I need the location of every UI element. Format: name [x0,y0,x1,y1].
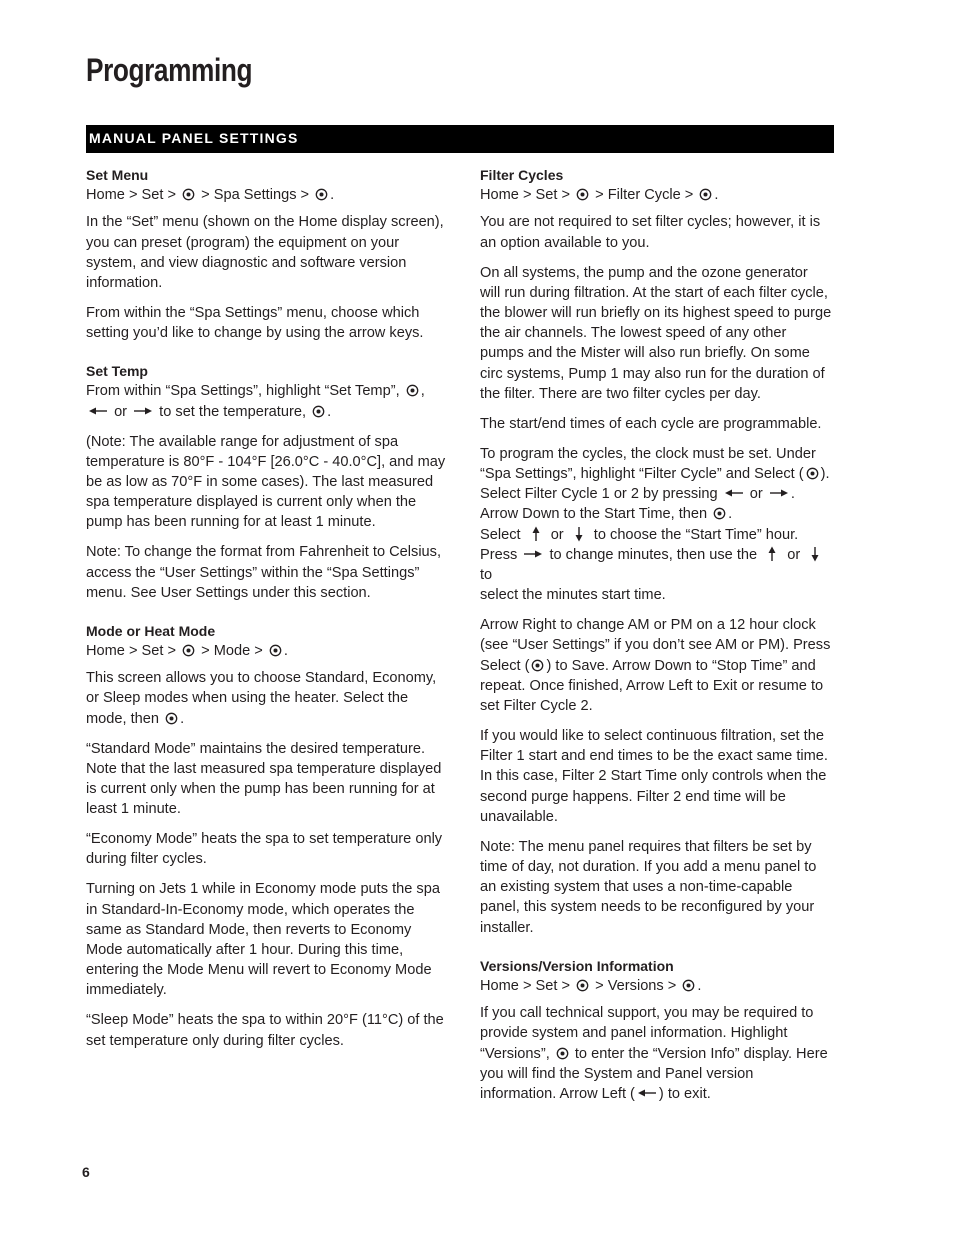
set-menu-paragraph: From within the “Spa Settings” menu, choose which setting you’d like to change by using the arrow keys. [86,305,424,342]
select-button-icon [806,467,819,480]
arrow-down-icon [810,546,820,562]
mode-paragraph: “Economy Mode” heats the spa to set temperature only during filter cycles. [86,831,443,868]
arrow-up-icon [531,526,541,542]
path-text: . [330,187,335,204]
set-temp-instructions [86,381,448,421]
set-temp-heading: Set Temp [86,363,148,380]
instruction-text: From within “Spa Settings”, highlight “Set Temp”, [86,383,400,400]
arrow-down-icon [574,526,584,542]
versions-text: If you call technical support, you may be required to provide system and panel information. Highlight “Versions”, [480,1005,814,1062]
filter-text: select the minutes start time. [480,587,666,604]
filter-text: Select [480,526,521,543]
set-menu-paragraph: In the “Set” menu (shown on the Home display screen), you can preset (program) the equipment on your system, and view diagnostic and software version information. [86,214,444,292]
select-button-icon [165,712,178,725]
mode-text: . [180,710,185,727]
filter-paragraph: You are not required to set filter cycles; however, it is an option available to you. [480,214,821,251]
arrow-right-icon [769,488,789,498]
filter-text: . [790,486,795,503]
arrow-right-icon [133,406,153,416]
mode-paragraph [86,668,448,729]
path-text: . [697,977,702,994]
section-banner-label: MANUAL PANEL SETTINGS [89,130,299,146]
filter-text: ) to Save. Arrow Down to “Stop Time” and repeat. Once finished, Arrow Left to Exit or resume to set Filter Cycle 2. [480,657,824,715]
select-button-icon [182,188,195,201]
filter-text: or [749,486,763,503]
instruction-text: . [327,403,332,420]
path-text: Home > Set > [86,643,177,660]
filter-text: . [728,506,733,523]
select-button-icon [713,507,726,520]
instruction-text: or [114,403,128,420]
mode-heading: Mode or Heat Mode [86,622,216,639]
right-column [480,165,832,1114]
select-button-icon [531,659,544,672]
instruction-text: to set the temperature, [159,403,307,420]
filter-text: Select Filter Cycle 1 or 2 by pressing [480,486,718,503]
section-banner [86,125,834,153]
filter-cycles-heading: Filter Cycles [480,167,564,183]
arrow-left-icon [724,488,744,498]
select-button-icon [576,979,589,992]
mode-paragraph: Turning on Jets 1 while in Economy mode puts the spa in Standard-In-Economy mode, which operates the same as Standard Mode, then reverts to Economy Mode automatically after 1 hour. During this time, entering the Mode Menu will revert to Economy Mode immediately. [86,881,440,999]
filter-text: to change minutes, then use the [549,546,758,563]
path-text: > Mode > [201,643,263,660]
select-button-icon [269,644,282,657]
select-button-icon [699,188,712,201]
arrow-up-icon [767,546,777,562]
mode-paragraph: “Sleep Mode” heats the spa to within 20°F (11°C) of the set temperature only during filter cycles. [86,1012,444,1049]
set-temp-paragraph: (Note: The available range for adjustment of spa temperature is 80°F - 104°F [26.0°C - 40.0°C], and may be as low as 70°F in some cases). The last measured spa temperature displayed is current only when the pump has been running for at least 1 minute. [86,433,446,531]
filter-text: or [787,546,801,563]
arrow-left-icon [637,1088,657,1098]
select-button-icon [556,1047,569,1060]
filter-text: Press [480,546,518,563]
filter-text: to choose the “Start Time” hour. [593,526,799,543]
select-button-icon [312,405,325,418]
filter-paragraph: If you would like to select continuous filtration, set the Filter 1 start and end times to be the exact same time. In this case, Filter 2 Start Time only controls when the second purge happens. Filter 2 end time will be unavailable. [480,728,828,825]
filter-paragraph [480,615,832,716]
set-menu-path [86,185,448,205]
arrow-right-icon [523,549,543,559]
set-menu-heading: Set Menu [86,167,149,183]
select-button-icon [315,188,328,201]
filter-text: Arrow Down to the Start Time, then [480,506,708,523]
select-button-icon [182,644,195,657]
select-button-icon [406,384,419,397]
instruction-text: , [420,383,425,400]
filter-paragraph: The start/end times of each cycle are programmable. [480,415,822,432]
versions-text: ) to exit. [658,1085,711,1102]
filter-program-steps [480,444,832,606]
filter-text: ). [820,466,830,483]
filter-paragraph: Note: The menu panel requires that filters be set by time of day, not duration. If you add a menu panel to an existing system that uses a non-time-capable panel, this system needs to be reconfigured by your installer. [480,838,817,936]
versions-text: to enter the “Version Info” display. Here you will find the System and Panel version information. Arrow Left ( [480,1045,828,1102]
page-title: Programming [86,52,253,88]
mode-paragraph: “Standard Mode” maintains the desired temperature. Note that the last measured spa temperature displayed is current only when the pump has been running for at least 1 minute. [86,740,442,818]
filter-text: to [480,567,493,584]
path-text: > Spa Settings > [201,187,310,204]
left-column [86,165,448,1061]
select-button-icon [682,979,695,992]
versions-paragraph [480,1003,832,1104]
path-text: . [714,187,719,204]
set-temp-paragraph: Note: To change the format from Fahrenheit to Celsius, access the “User Settings” within the “Spa Settings” menu. See User Settings under this section. [86,544,442,601]
page-number: 6 [82,1164,90,1180]
arrow-left-icon [88,406,108,416]
versions-heading: Versions/Version Information [480,957,674,974]
filter-text: Arrow Right to change AM or PM on a 12 hour clock (see “User Settings” if you don’t see AM or PM). Press Select ( [480,617,831,674]
path-text: Home > Set > [86,187,177,204]
versions-path [480,976,832,996]
path-text: . [283,643,288,660]
select-button-icon [576,188,589,201]
mode-text: This screen allows you to choose Standard, Economy, or Sleep modes when using the heater. Select the mode, then [86,670,437,727]
path-text: Home > Set > [480,977,571,994]
path-text: > Filter Cycle > [595,187,694,204]
filter-cycles-path [480,185,832,205]
filter-text: To program the cycles, the clock must be set. Under “Spa Settings”, highlight “Filter Cycle” and Select ( [480,445,816,483]
filter-paragraph: On all systems, the pump and the ozone generator will run during filtration. At the start of each filter cycle, the blower will run briefly on its highest speed to purge the air channels. The lowest speed of any other pumps and the Mister will also run briefly. On some circ systems, Pump 1 may also run for the duration of the filter. There are two filter cycles per day. [480,264,832,402]
path-text: > Versions > [595,977,677,994]
mode-path [86,641,448,661]
filter-text: or [550,526,564,543]
path-text: Home > Set > [480,187,571,204]
